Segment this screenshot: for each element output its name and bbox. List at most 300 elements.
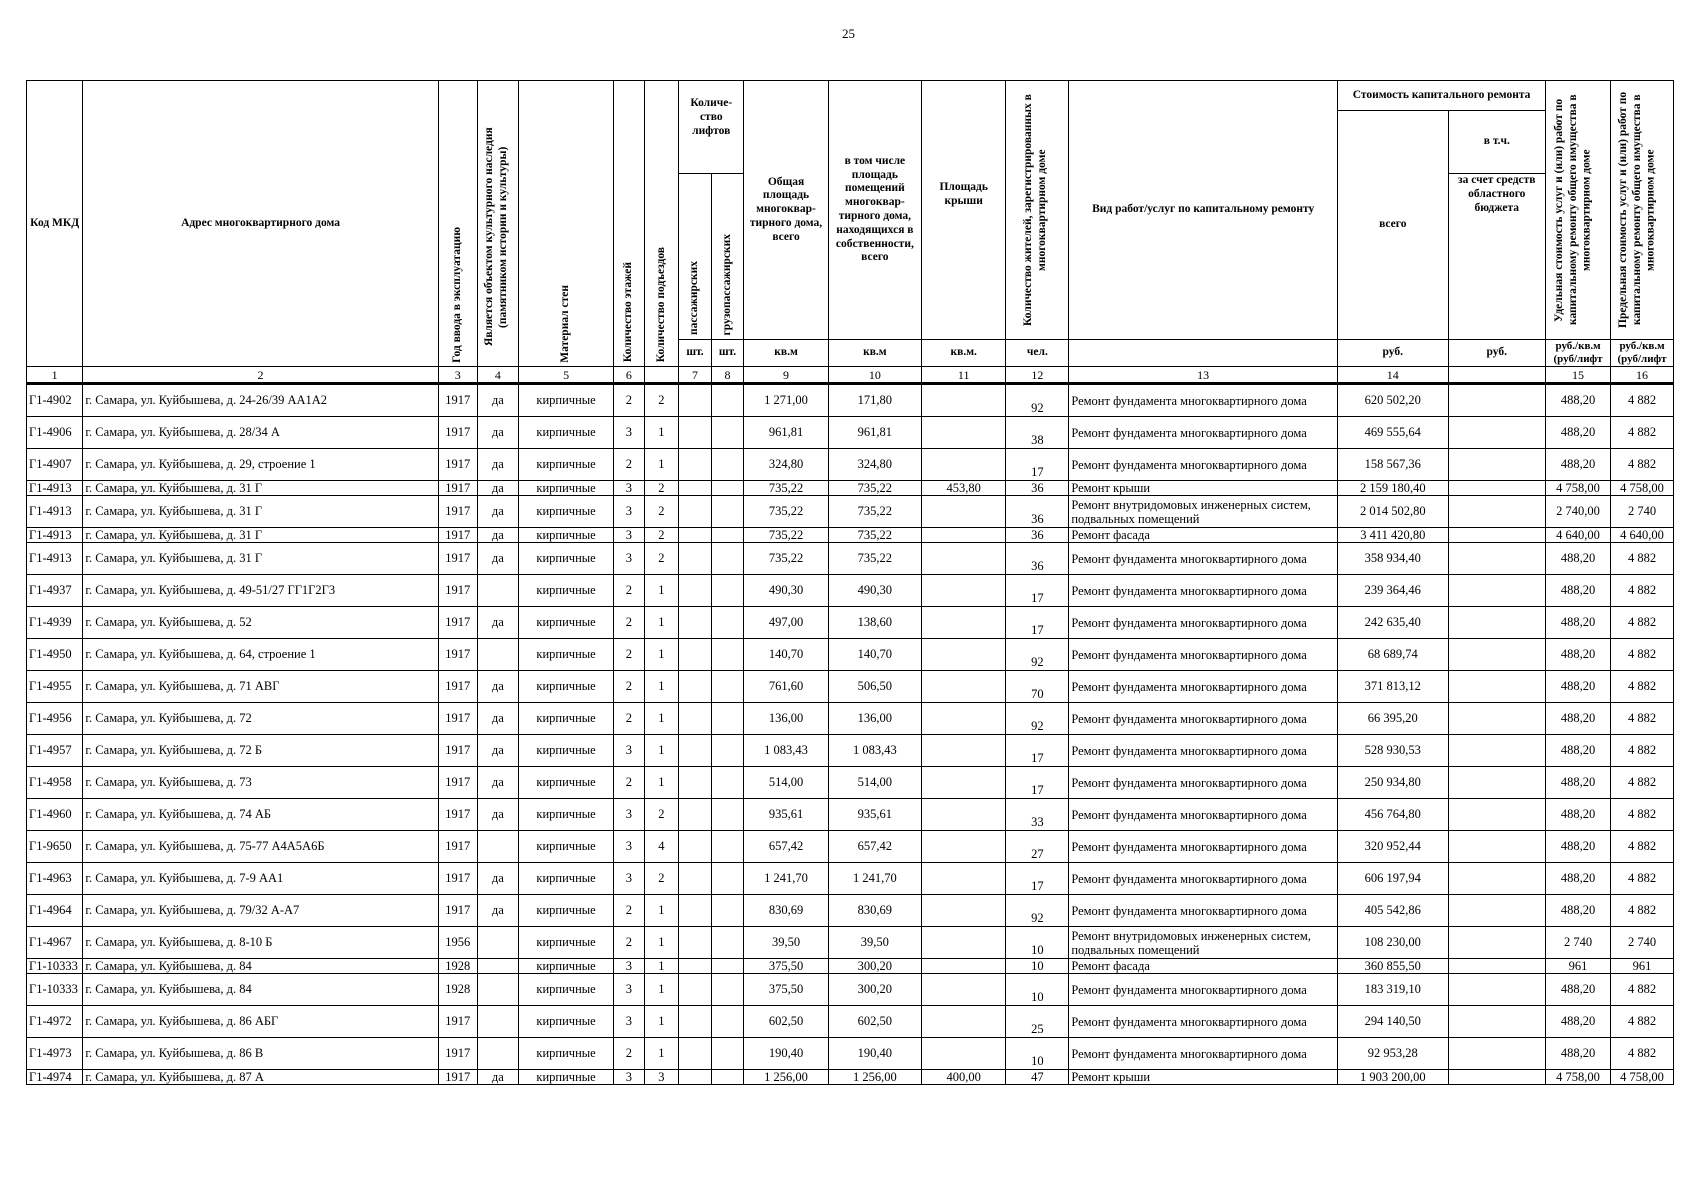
- material-cell: кирпичные: [518, 543, 613, 575]
- year-cell: 1917: [438, 703, 477, 735]
- owned-area-cell: 735,22: [828, 528, 921, 543]
- entrances-cell: 2: [644, 863, 679, 895]
- work-type-cell: Ремонт крыши: [1069, 1070, 1338, 1085]
- heritage-cell: да: [477, 863, 518, 895]
- year-cell: 1917: [438, 735, 477, 767]
- header-elevators: Количе-ство лифтов: [679, 81, 744, 174]
- address-cell: г. Самара, ул. Куйбышева, д. 31 Г: [83, 481, 438, 496]
- code-cell: Г1-4967: [27, 927, 83, 959]
- freight-elevators-cell: [711, 639, 744, 671]
- roof-area-cell: [921, 703, 1006, 735]
- material-cell: кирпичные: [518, 481, 613, 496]
- total-area-cell: 1 083,43: [744, 735, 829, 767]
- code-cell: Г1-4939: [27, 607, 83, 639]
- roof-area-cell: 400,00: [921, 1070, 1006, 1085]
- floors-cell: 3: [614, 863, 644, 895]
- max-cost-cell: 4 758,00: [1611, 1070, 1674, 1085]
- owned-area-cell: 935,61: [828, 799, 921, 831]
- passenger-elevators-cell: [679, 767, 712, 799]
- year-cell: 1917: [438, 671, 477, 703]
- table-row: [27, 496, 1674, 528]
- roof-area-cell: [921, 959, 1006, 974]
- owned-area-cell: 300,20: [828, 959, 921, 974]
- entrances-cell: 1: [644, 449, 679, 481]
- entrances-cell: 1: [644, 1006, 679, 1038]
- address-cell: г. Самара, ул. Куйбышева, д. 86 АБГ: [83, 1006, 438, 1038]
- cost-total-cell: 68 689,74: [1338, 639, 1449, 671]
- max-cost-cell: 4 758,00: [1611, 481, 1674, 496]
- header-heritage: Является объектом культурного наследия (памятником истории и культуры): [477, 81, 518, 367]
- total-area-cell: 735,22: [744, 481, 829, 496]
- address-cell: г. Самара, ул. Куйбышева, д. 72 Б: [83, 735, 438, 767]
- owned-area-cell: 39,50: [828, 927, 921, 959]
- cost-total-cell: 528 930,53: [1338, 735, 1449, 767]
- material-cell: кирпичные: [518, 1070, 613, 1085]
- floors-cell: 2: [614, 639, 644, 671]
- roof-area-cell: [921, 863, 1006, 895]
- total-area-cell: 735,22: [744, 543, 829, 575]
- unit-cost-cell: 4 758,00: [1546, 1070, 1611, 1085]
- unit-empty: [1069, 340, 1338, 367]
- passenger-elevators-cell: [679, 417, 712, 449]
- header-roof-area: Площадь крыши: [921, 81, 1006, 340]
- work-type-cell: Ремонт фундамента многоквартирного дома: [1069, 639, 1338, 671]
- table-row: [27, 895, 1674, 927]
- unit-rub-sqm: руб./кв.м (руб/лифт: [1546, 340, 1611, 367]
- freight-elevators-cell: [711, 799, 744, 831]
- cost-total-cell: 620 502,20: [1338, 384, 1449, 417]
- unit-cost-cell: 488,20: [1546, 449, 1611, 481]
- unit-cost-cell: 488,20: [1546, 767, 1611, 799]
- address-cell: г. Самара, ул. Куйбышева, д. 29, строение 1: [83, 449, 438, 481]
- unit-cost-cell: 488,20: [1546, 863, 1611, 895]
- unit-cost-cell: 488,20: [1546, 703, 1611, 735]
- unit-cost-cell: 488,20: [1546, 831, 1611, 863]
- header-work-type: Вид работ/услуг по капитальному ремонту: [1069, 81, 1338, 340]
- max-cost-cell: 4 882: [1611, 831, 1674, 863]
- year-cell: 1917: [438, 1070, 477, 1085]
- freight-elevators-cell: [711, 735, 744, 767]
- work-type-cell: Ремонт фундамента многоквартирного дома: [1069, 974, 1338, 1006]
- material-cell: кирпичные: [518, 927, 613, 959]
- unit-cost-cell: 488,20: [1546, 895, 1611, 927]
- max-cost-cell: 4 882: [1611, 799, 1674, 831]
- year-cell: 1928: [438, 959, 477, 974]
- residents-cell: 10: [1006, 959, 1069, 974]
- passenger-elevators-cell: [679, 607, 712, 639]
- residents-cell: 17: [1006, 863, 1069, 895]
- cost-regional-cell: [1448, 671, 1546, 703]
- roof-area-cell: [921, 528, 1006, 543]
- owned-area-cell: 190,40: [828, 1038, 921, 1070]
- roof-area-cell: [921, 927, 1006, 959]
- address-cell: г. Самара, ул. Куйбышева, д. 31 Г: [83, 528, 438, 543]
- table-row: [27, 799, 1674, 831]
- header-residents: Количество жителей, зарегистрированных в многоквартирном доме: [1006, 81, 1069, 340]
- freight-elevators-cell: [711, 863, 744, 895]
- passenger-elevators-cell: [679, 528, 712, 543]
- passenger-elevators-cell: [679, 895, 712, 927]
- freight-elevators-cell: [711, 1038, 744, 1070]
- material-cell: кирпичные: [518, 1038, 613, 1070]
- cost-total-cell: 606 197,94: [1338, 863, 1449, 895]
- unit-rub: руб.: [1448, 340, 1546, 367]
- floors-cell: 3: [614, 735, 644, 767]
- header-wall-material: Материал стен: [518, 81, 613, 367]
- code-cell: Г1-9650: [27, 831, 83, 863]
- column-numbers-row: [27, 367, 1674, 384]
- cost-regional-cell: [1448, 1006, 1546, 1038]
- max-cost-cell: 4 882: [1611, 607, 1674, 639]
- max-cost-cell: 4 882: [1611, 735, 1674, 767]
- work-type-cell: Ремонт фундамента многоквартирного дома: [1069, 1006, 1338, 1038]
- address-cell: г. Самара, ул. Куйбышева, д. 72: [83, 703, 438, 735]
- code-cell: Г1-4950: [27, 639, 83, 671]
- column-number: 3: [438, 367, 477, 384]
- code-cell: Г1-10333: [27, 974, 83, 1006]
- entrances-cell: 2: [644, 799, 679, 831]
- cost-regional-cell: [1448, 895, 1546, 927]
- heritage-cell: да: [477, 703, 518, 735]
- owned-area-cell: 136,00: [828, 703, 921, 735]
- table-row: [27, 831, 1674, 863]
- year-cell: 1917: [438, 607, 477, 639]
- unit-cost-cell: 4 640,00: [1546, 528, 1611, 543]
- total-area-cell: 140,70: [744, 639, 829, 671]
- roof-area-cell: 453,80: [921, 481, 1006, 496]
- cost-regional-cell: [1448, 927, 1546, 959]
- year-cell: 1917: [438, 831, 477, 863]
- max-cost-cell: 2 740: [1611, 496, 1674, 528]
- max-cost-cell: 4 882: [1611, 671, 1674, 703]
- unit-cost-cell: 488,20: [1546, 417, 1611, 449]
- cost-total-cell: 320 952,44: [1338, 831, 1449, 863]
- residents-cell: 33: [1006, 799, 1069, 831]
- floors-cell: 2: [614, 671, 644, 703]
- code-cell: Г1-4913: [27, 496, 83, 528]
- cost-total-cell: 1 903 200,00: [1338, 1070, 1449, 1085]
- cost-total-cell: 405 542,86: [1338, 895, 1449, 927]
- material-cell: кирпичные: [518, 831, 613, 863]
- total-area-cell: 761,60: [744, 671, 829, 703]
- column-number: 12: [1006, 367, 1069, 384]
- freight-elevators-cell: [711, 767, 744, 799]
- residents-cell: 36: [1006, 481, 1069, 496]
- floors-cell: 3: [614, 481, 644, 496]
- table-row: [27, 575, 1674, 607]
- column-number: 13: [1069, 367, 1338, 384]
- unit-rub-sqm: руб./кв.м (руб/лифт: [1611, 340, 1674, 367]
- work-type-cell: Ремонт фундамента многоквартирного дома: [1069, 417, 1338, 449]
- cost-regional-cell: [1448, 575, 1546, 607]
- material-cell: кирпичные: [518, 735, 613, 767]
- code-cell: Г1-4902: [27, 384, 83, 417]
- owned-area-cell: 140,70: [828, 639, 921, 671]
- unit-cost-cell: 2 740,00: [1546, 496, 1611, 528]
- material-cell: кирпичные: [518, 496, 613, 528]
- header-repair-cost: Стоимость капитального ремонта: [1338, 81, 1546, 111]
- owned-area-cell: 961,81: [828, 417, 921, 449]
- total-area-cell: 1 241,70: [744, 863, 829, 895]
- entrances-cell: 1: [644, 974, 679, 1006]
- code-cell: Г1-4913: [27, 481, 83, 496]
- table-row: [27, 1038, 1674, 1070]
- floors-cell: 3: [614, 1006, 644, 1038]
- total-area-cell: 735,22: [744, 496, 829, 528]
- address-cell: г. Самара, ул. Куйбышева, д. 84: [83, 974, 438, 1006]
- unit-cost-cell: 488,20: [1546, 799, 1611, 831]
- residents-cell: 10: [1006, 927, 1069, 959]
- passenger-elevators-cell: [679, 543, 712, 575]
- freight-elevators-cell: [711, 895, 744, 927]
- residents-cell: 36: [1006, 543, 1069, 575]
- passenger-elevators-cell: [679, 575, 712, 607]
- cost-regional-cell: [1448, 735, 1546, 767]
- table-row: [27, 417, 1674, 449]
- residents-cell: 17: [1006, 767, 1069, 799]
- owned-area-cell: 735,22: [828, 481, 921, 496]
- table-body: [27, 384, 1674, 1085]
- passenger-elevators-cell: [679, 449, 712, 481]
- total-area-cell: 514,00: [744, 767, 829, 799]
- cost-total-cell: 92 953,28: [1338, 1038, 1449, 1070]
- cost-total-cell: 2 014 502,80: [1338, 496, 1449, 528]
- entrances-cell: 3: [644, 1070, 679, 1085]
- max-cost-cell: 4 882: [1611, 1038, 1674, 1070]
- freight-elevators-cell: [711, 1006, 744, 1038]
- address-cell: г. Самара, ул. Куйбышева, д. 31 Г: [83, 543, 438, 575]
- work-type-cell: Ремонт фундамента многоквартирного дома: [1069, 575, 1338, 607]
- roof-area-cell: [921, 384, 1006, 417]
- column-number: 1: [27, 367, 83, 384]
- code-cell: Г1-4913: [27, 543, 83, 575]
- table-row: [27, 607, 1674, 639]
- passenger-elevators-cell: [679, 639, 712, 671]
- material-cell: кирпичные: [518, 863, 613, 895]
- table-row: [27, 1070, 1674, 1085]
- passenger-elevators-cell: [679, 703, 712, 735]
- unit-pcs: шт.: [679, 340, 712, 367]
- cost-regional-cell: [1448, 831, 1546, 863]
- entrances-cell: 2: [644, 481, 679, 496]
- table-row: [27, 959, 1674, 974]
- address-cell: г. Самара, ул. Куйбышева, д. 79/32 А-А7: [83, 895, 438, 927]
- cost-regional-cell: [1448, 607, 1546, 639]
- heritage-cell: [477, 831, 518, 863]
- address-cell: г. Самара, ул. Куйбышева, д. 28/34 А: [83, 417, 438, 449]
- material-cell: кирпичные: [518, 607, 613, 639]
- table-row: [27, 735, 1674, 767]
- max-cost-cell: 4 882: [1611, 543, 1674, 575]
- work-type-cell: Ремонт фундамента многоквартирного дома: [1069, 703, 1338, 735]
- entrances-cell: 2: [644, 384, 679, 417]
- owned-area-cell: 171,80: [828, 384, 921, 417]
- passenger-elevators-cell: [679, 735, 712, 767]
- max-cost-cell: 4 882: [1611, 575, 1674, 607]
- cost-total-cell: 358 934,40: [1338, 543, 1449, 575]
- material-cell: кирпичные: [518, 1006, 613, 1038]
- passenger-elevators-cell: [679, 863, 712, 895]
- unit-cost-cell: 488,20: [1546, 543, 1611, 575]
- total-area-cell: 935,61: [744, 799, 829, 831]
- floors-cell: 2: [614, 1038, 644, 1070]
- work-type-cell: Ремонт фундамента многоквартирного дома: [1069, 671, 1338, 703]
- max-cost-cell: 4 882: [1611, 863, 1674, 895]
- heritage-cell: да: [477, 496, 518, 528]
- freight-elevators-cell: [711, 703, 744, 735]
- cost-total-cell: 250 934,80: [1338, 767, 1449, 799]
- cost-total-cell: 242 635,40: [1338, 607, 1449, 639]
- owned-area-cell: 138,60: [828, 607, 921, 639]
- floors-cell: 2: [614, 703, 644, 735]
- work-type-cell: Ремонт внутридомовых инженерных систем, подвальных помещений: [1069, 496, 1338, 528]
- passenger-elevators-cell: [679, 974, 712, 1006]
- cost-total-cell: 158 567,36: [1338, 449, 1449, 481]
- code-cell: Г1-4963: [27, 863, 83, 895]
- work-type-cell: Ремонт фундамента многоквартирного дома: [1069, 735, 1338, 767]
- material-cell: кирпичные: [518, 417, 613, 449]
- cost-regional-cell: [1448, 481, 1546, 496]
- cost-regional-cell: [1448, 528, 1546, 543]
- code-cell: Г1-4907: [27, 449, 83, 481]
- roof-area-cell: [921, 607, 1006, 639]
- code-cell: Г1-4913: [27, 528, 83, 543]
- total-area-cell: 735,22: [744, 528, 829, 543]
- cost-regional-cell: [1448, 703, 1546, 735]
- floors-cell: 2: [614, 895, 644, 927]
- unit-cost-cell: 488,20: [1546, 384, 1611, 417]
- freight-elevators-cell: [711, 481, 744, 496]
- cost-regional-cell: [1448, 417, 1546, 449]
- residents-cell: 38: [1006, 417, 1069, 449]
- heritage-cell: да: [477, 449, 518, 481]
- table-row: [27, 703, 1674, 735]
- max-cost-cell: 961: [1611, 959, 1674, 974]
- max-cost-cell: 4 882: [1611, 449, 1674, 481]
- freight-elevators-cell: [711, 496, 744, 528]
- roof-area-cell: [921, 895, 1006, 927]
- total-area-cell: 375,50: [744, 974, 829, 1006]
- address-cell: г. Самара, ул. Куйбышева, д. 52: [83, 607, 438, 639]
- entrances-cell: 2: [644, 496, 679, 528]
- address-cell: г. Самара, ул. Куйбышева, д. 74 АБ: [83, 799, 438, 831]
- table-row: [27, 384, 1674, 417]
- year-cell: 1917: [438, 528, 477, 543]
- max-cost-cell: 4 882: [1611, 703, 1674, 735]
- heritage-cell: [477, 639, 518, 671]
- heritage-cell: [477, 974, 518, 1006]
- floors-cell: 2: [614, 575, 644, 607]
- material-cell: кирпичные: [518, 974, 613, 1006]
- code-cell: Г1-4906: [27, 417, 83, 449]
- column-number: 9: [744, 367, 829, 384]
- table-row: [27, 671, 1674, 703]
- page-number: 25: [842, 26, 855, 41]
- roof-area-cell: [921, 417, 1006, 449]
- floors-cell: 2: [614, 384, 644, 417]
- material-cell: кирпичные: [518, 575, 613, 607]
- material-cell: кирпичные: [518, 528, 613, 543]
- entrances-cell: 1: [644, 735, 679, 767]
- cost-regional-cell: [1448, 863, 1546, 895]
- year-cell: 1917: [438, 543, 477, 575]
- residents-cell: 25: [1006, 1006, 1069, 1038]
- cost-total-cell: 2 159 180,40: [1338, 481, 1449, 496]
- roof-area-cell: [921, 799, 1006, 831]
- header-cost-regional: за счет средств областного бюджета: [1448, 174, 1546, 340]
- unit-cost-cell: 4 758,00: [1546, 481, 1611, 496]
- column-number: 6: [614, 367, 644, 384]
- heritage-cell: да: [477, 671, 518, 703]
- freight-elevators-cell: [711, 528, 744, 543]
- freight-elevators-cell: [711, 384, 744, 417]
- address-cell: г. Самара, ул. Куйбышева, д. 49-51/27 ГГ1Г2Г3: [83, 575, 438, 607]
- unit-cost-cell: 488,20: [1546, 1038, 1611, 1070]
- passenger-elevators-cell: [679, 384, 712, 417]
- owned-area-cell: 735,22: [828, 496, 921, 528]
- year-cell: 1917: [438, 639, 477, 671]
- residents-cell: 47: [1006, 1070, 1069, 1085]
- owned-area-cell: 657,42: [828, 831, 921, 863]
- header-elevators-freight: грузопассажирских: [711, 174, 744, 340]
- total-area-cell: 375,50: [744, 959, 829, 974]
- column-number: 14: [1338, 367, 1449, 384]
- unit-cost-cell: 488,20: [1546, 974, 1611, 1006]
- residents-cell: 70: [1006, 671, 1069, 703]
- cost-regional-cell: [1448, 1070, 1546, 1085]
- table-row: [27, 974, 1674, 1006]
- heritage-cell: [477, 1006, 518, 1038]
- table-row: [27, 639, 1674, 671]
- header-elevators-passenger: пассажирских: [679, 174, 712, 340]
- roof-area-cell: [921, 671, 1006, 703]
- table-row: [27, 1006, 1674, 1038]
- material-cell: кирпичные: [518, 895, 613, 927]
- unit-cost-cell: 488,20: [1546, 639, 1611, 671]
- header-floors: Количество этажей: [614, 81, 644, 367]
- freight-elevators-cell: [711, 1070, 744, 1085]
- roof-area-cell: [921, 543, 1006, 575]
- roof-area-cell: [921, 1006, 1006, 1038]
- entrances-cell: 1: [644, 959, 679, 974]
- address-cell: г. Самара, ул. Куйбышева, д. 24-26/39 АА1А2: [83, 384, 438, 417]
- capital-repair-table: [26, 80, 1674, 1085]
- entrances-cell: 1: [644, 767, 679, 799]
- table-row: [27, 528, 1674, 543]
- cost-total-cell: 66 395,20: [1338, 703, 1449, 735]
- owned-area-cell: 1 241,70: [828, 863, 921, 895]
- header-code: Код МКД: [27, 81, 83, 367]
- roof-area-cell: [921, 449, 1006, 481]
- material-cell: кирпичные: [518, 449, 613, 481]
- heritage-cell: [477, 927, 518, 959]
- floors-cell: 2: [614, 449, 644, 481]
- residents-cell: 17: [1006, 449, 1069, 481]
- cost-regional-cell: [1448, 959, 1546, 974]
- column-number: 16: [1611, 367, 1674, 384]
- owned-area-cell: 490,30: [828, 575, 921, 607]
- work-type-cell: Ремонт фундамента многоквартирного дома: [1069, 607, 1338, 639]
- total-area-cell: 39,50: [744, 927, 829, 959]
- passenger-elevators-cell: [679, 671, 712, 703]
- column-number: [1448, 367, 1546, 384]
- heritage-cell: да: [477, 607, 518, 639]
- floors-cell: 3: [614, 799, 644, 831]
- cost-total-cell: 456 764,80: [1338, 799, 1449, 831]
- cost-regional-cell: [1448, 799, 1546, 831]
- roof-area-cell: [921, 974, 1006, 1006]
- cost-regional-cell: [1448, 974, 1546, 1006]
